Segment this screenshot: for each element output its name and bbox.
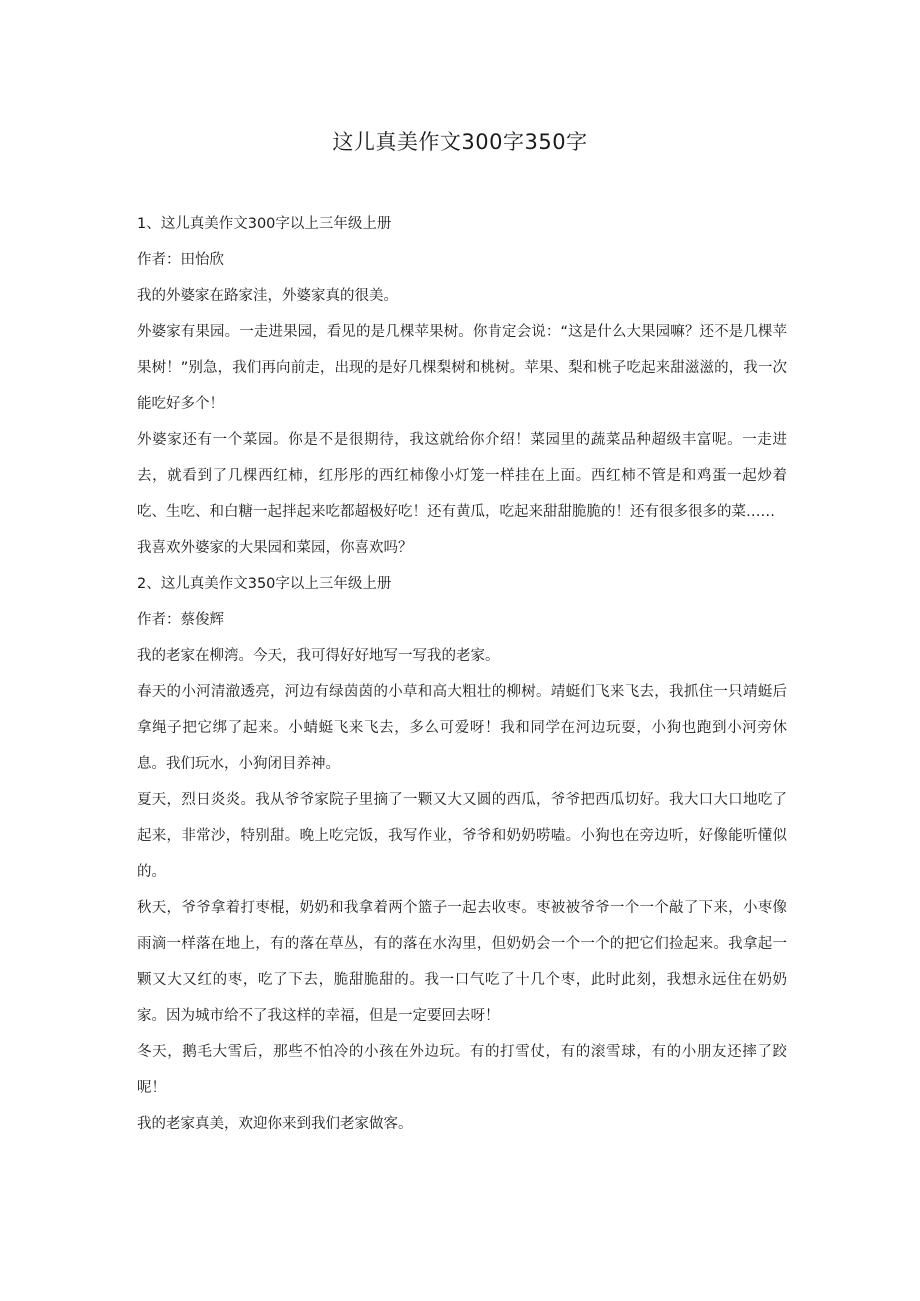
paragraph: 我的老家真美，欢迎你来到我们老家做客。 bbox=[137, 1116, 413, 1132]
paragraph: 春天的小河清澈透亮，河边有绿茵茵的小草和高大粗壮的柳树。靖蜓们飞来飞去，我抓住一只靖蜓后拿绳子把它绑了起来。小蜻蜓飞来飞去，多么可爱呀！我和同学在河边玩耍，小狗也跑到小河旁休息。我们玩水，小狗闭目养神。 bbox=[137, 684, 787, 772]
paragraph: 秋天，爷爷拿着打枣棍，奶奶和我拿着两个篮子一起去收枣。枣被被爷爷一个一个敲了下来，小枣像雨滴一样落在地上，有的落在草丛，有的落在水沟里，但奶奶会一个一个的把它们捡起来。我拿起一颗又大又红的枣，吃了下去，脆甜脆甜的。我一口气吃了十几个枣，此时此刻，我想永远住在奶奶家。因为城市给不了我这样的幸福，但是一定要回去呀！ bbox=[137, 900, 787, 1024]
author-line-1: 作者：田怡欣 bbox=[137, 252, 224, 268]
paragraph: 外婆家有果园。一走进果园，看见的是几棵苹果树。你肯定会说：“这是什么大果园嘛？还不是几棵苹果树！”别急，我们再向前走，出现的是好几棵梨树和桃树。苹果、梨和桃子吃起来甜滋滋的，我一次能吃好多个！ bbox=[137, 324, 787, 412]
section-heading-1: 1、这儿真美作文300字以上三年级上册 bbox=[137, 216, 392, 232]
paragraph: 外婆家还有一个菜园。你是不是很期待，我这就给你介绍！菜园里的蔬菜品种超级丰富呢。一走进去，就看到了几棵西红柿，红彤彤的西红柿像小灯笼一样挂在上面。西红柿不管是和鸡蛋一起炒着吃、生吃、和白糖一起拌起来吃都超极好吃！还有黄瓜，吃起来甜甜脆脆的！还有很多很多的菜…… bbox=[137, 432, 787, 520]
paragraph: 我的外婆家在路家洼，外婆家真的很美。 bbox=[137, 288, 398, 304]
paragraph: 我的老家在柳湾。今天，我可得好好地写一写我的老家。 bbox=[137, 648, 500, 664]
paragraph: 夏天，烈日炎炎。我从爷爷家院子里摘了一颗又大又圆的西瓜，爷爷把西瓜切好。我大口大口地吃了起来，非常沙，特别甜。晚上吃完饭，我写作业，爷爷和奶奶唠嗑。小狗也在旁边听，好像能听懂似的。 bbox=[137, 792, 787, 880]
author-line-2: 作者：蔡俊辉 bbox=[137, 612, 224, 628]
section-heading-2: 2、这儿真美作文350字以上三年级上册 bbox=[137, 576, 392, 592]
document-title: 这儿真美作文300字350字 bbox=[332, 130, 588, 154]
paragraph: 冬天，鹅毛大雪后，那些不怕冷的小孩在外边玩。有的打雪仗，有的滚雪球，有的小朋友还摔了跤呢！ bbox=[137, 1044, 787, 1096]
document-body bbox=[137, 206, 787, 1142]
paragraph: 我喜欢外婆家的大果园和菜园，你喜欢吗？ bbox=[137, 540, 413, 556]
